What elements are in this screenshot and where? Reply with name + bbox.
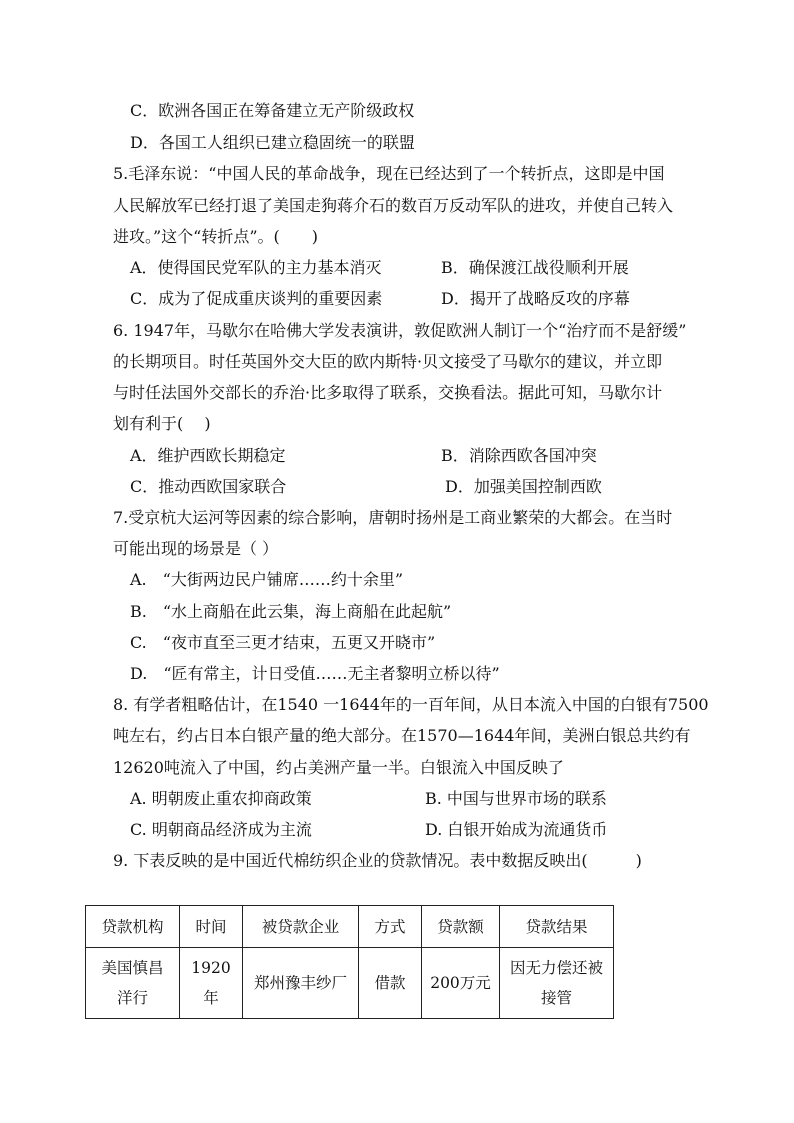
q6-stem-line1: 6. 1947年，马歇尔在哈佛大学发表演讲，敦促欧洲人制订一个“治疗而不是舒缓” [113, 321, 687, 340]
q6-option-d: D．加强美国控制西欧 [445, 477, 602, 496]
header-method: 方式 [359, 906, 422, 948]
cell-time-line2: 年 [203, 989, 219, 1007]
q8-option-c: C. 明朝商品经济成为主流 [130, 820, 312, 839]
q7-option-d: D. “匠有常主，计日受值……无主者黎明立桥以待” [130, 664, 500, 683]
q5-stem-line3: 进攻。”这个“转折点”。( ) [113, 227, 319, 246]
header-amount: 贷款额 [422, 906, 500, 948]
q5-stem-line2: 人民解放军已经打退了美国走狗蒋介石的数百万反动军队的进攻，并使自己转入 [113, 196, 674, 215]
q7-stem-line1: 7.受京杭大运河等因素的综合影响，唐朝时扬州是工商业繁荣的大都会。在当时 [113, 508, 673, 527]
cell-lender [86, 948, 180, 1019]
q8-stem-line3: 12620吨流入了中国，约占美洲产量一半。白银流入中国反映了 [113, 758, 564, 777]
cell-time-line1: 1920 [191, 959, 231, 977]
cell-result-line2: 接管 [540, 989, 572, 1007]
q5-option-a: A．使得国民党军队的主力基本消灭 [130, 258, 382, 277]
header-result: 贷款结果 [500, 906, 614, 948]
q6-stem-line4: 划有利于( ) [113, 414, 211, 433]
q7-stem-line2: 可能出现的场景是（ ） [113, 539, 279, 558]
q6-stem-line2: 的长期项目。时任英国外交大臣的欧内斯特·贝文接受了马歇尔的建议，并立即 [113, 352, 663, 371]
loan-table [85, 905, 614, 1019]
cell-lender-line2: 洋行 [116, 989, 148, 1007]
table-row [86, 948, 614, 1019]
cell-lender-line1: 美国慎昌 [101, 959, 164, 977]
cell-method: 借款 [359, 948, 422, 1019]
cell-amount: 200万元 [422, 948, 500, 1019]
q7-option-c: C. “夜市直至三更才结束，五更又开晓市” [130, 633, 436, 652]
q6-stem-line3: 与时任法国外交部长的乔治·比多取得了联系，交换看法。据此可知，马歇尔计 [113, 383, 663, 402]
q4-option-d: D．各国工人组织已建立稳固统一的联盟 [130, 133, 415, 152]
q5-option-b: B．确保渡江战役顺利开展 [441, 258, 629, 277]
q8-option-d: D. 白银开始成为流通货币 [425, 820, 608, 839]
header-time: 时间 [180, 906, 243, 948]
header-lender: 贷款机构 [86, 906, 180, 948]
table-header-row [86, 906, 614, 948]
q8-stem-line2: 吨左右，约占日本白银产量的绝大部分。在1570—1644年间，美洲白银总共约有 [113, 726, 691, 745]
cell-enterprise: 郑州豫丰纱厂 [243, 948, 359, 1019]
q6-option-a: A．维护西欧长期稳定 [130, 446, 286, 465]
q6-option-b: B．消除西欧各国冲突 [441, 446, 597, 465]
header-enterprise: 被贷款企业 [243, 906, 359, 948]
cell-result [500, 948, 614, 1019]
cell-result-line1: 因无力偿还被 [509, 959, 603, 977]
q6-option-c: C．推动西欧国家联合 [130, 477, 287, 496]
q8-option-b: B. 中国与世界市场的联系 [425, 789, 607, 808]
q8-option-a: A. 明朝废止重农抑商政策 [130, 789, 312, 808]
q5-option-c: C．成为了促成重庆谈判的重要因素 [130, 289, 383, 308]
q5-option-d: D．揭开了战略反攻的序幕 [441, 289, 630, 308]
q8-stem-line1: 8. 有学者粗略估计，在1540 一1644年的一百年间，从日本流入中国的白银有7500 [113, 695, 709, 714]
q7-option-a: A. “大街两边民户铺席……约十余里” [130, 570, 404, 589]
cell-time [180, 948, 243, 1019]
q7-option-b: B. “水上商船在此云集，海上商船在此起航” [130, 602, 452, 621]
q9-stem: 9. 下表反映的是中国近代棉纺织企业的贷款情况。表中数据反映出( ) [113, 851, 642, 870]
q5-stem-line1: 5.毛泽东说：“中国人民的革命战争，现在已经达到了一个转折点，这即是中国 [113, 164, 665, 183]
q4-option-c: C．欧洲各国正在筹备建立无产阶级政权 [130, 101, 415, 120]
